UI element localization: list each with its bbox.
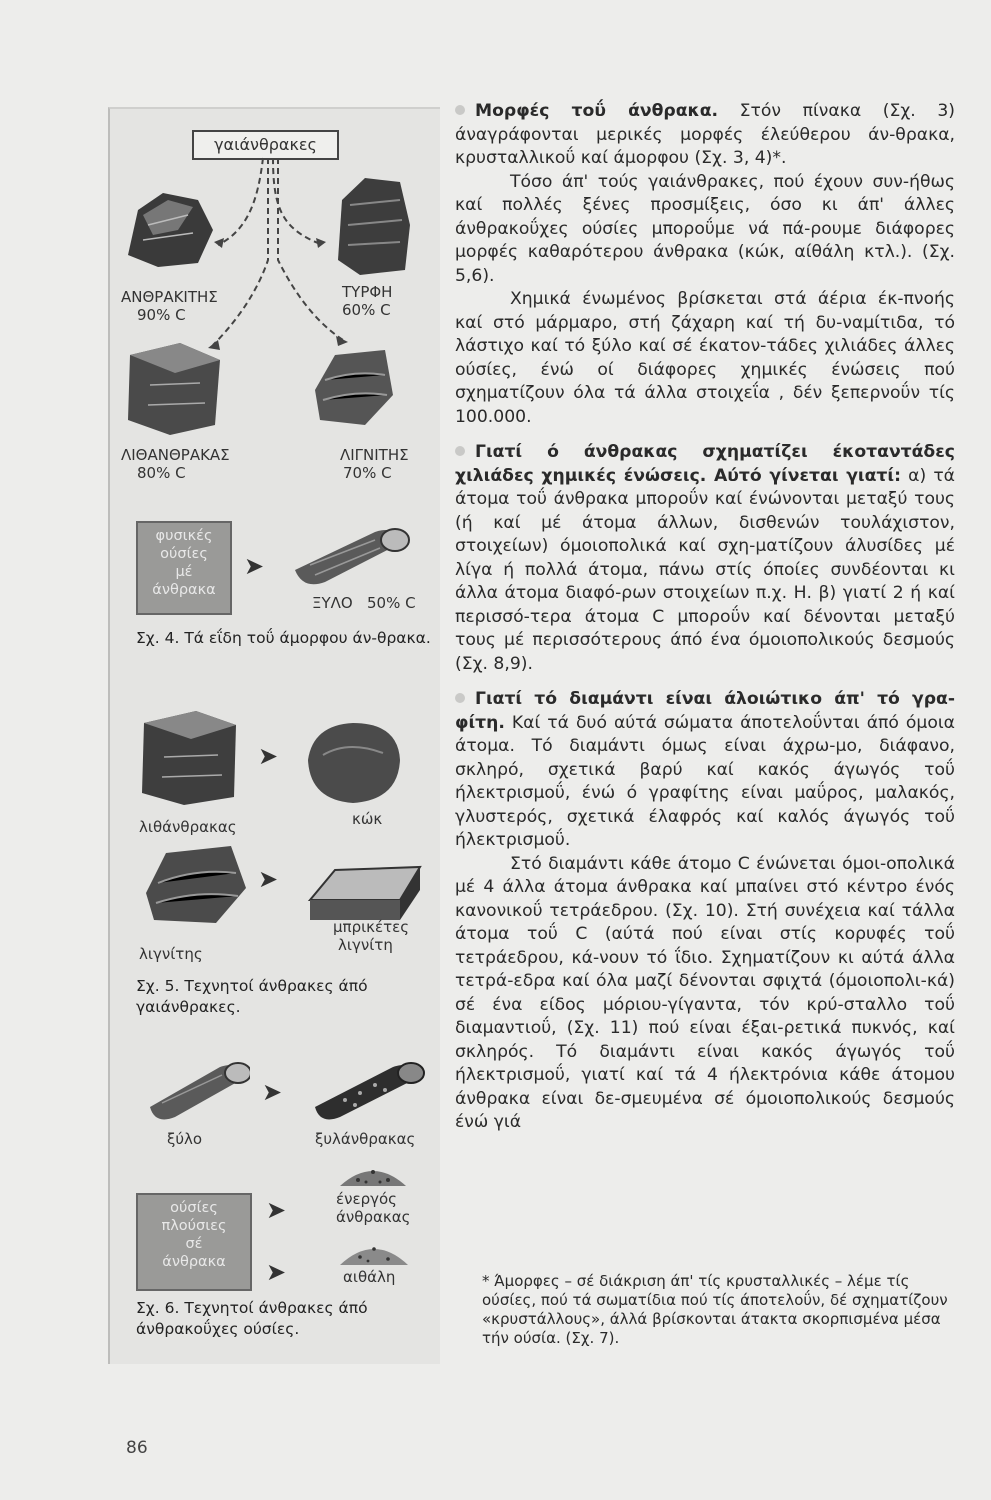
transform-arrow-icon: ➤	[266, 1258, 287, 1286]
wood-log-2-icon	[140, 1055, 250, 1125]
anthracite-label: ΑΝΘΡΑΚΙΤΗΣ 90% C	[121, 288, 218, 324]
active-carbon-label: ένεργός άνθρακας	[336, 1190, 411, 1226]
lignite-rock-2-icon	[136, 838, 256, 933]
wood-label: ΞΥΛΟ 50% C	[312, 594, 416, 612]
soot-label: αιθάλη	[343, 1268, 396, 1286]
rich-substances-box: ούσίες πλούσιες σέ άνθρακα	[136, 1193, 252, 1291]
peat-label: ΤΥΡΦΗ 60% C	[342, 283, 393, 319]
section-compounds	[455, 441, 955, 676]
transform-arrow-icon: ➤	[258, 742, 279, 770]
active-carbon-pile-icon	[338, 1160, 408, 1188]
transform-arrow-icon: ➤	[244, 552, 265, 580]
coal-rock-2-icon	[136, 705, 246, 810]
bullet-icon	[455, 446, 465, 456]
briquettes-icon	[300, 845, 425, 925]
soot-pile-icon	[338, 1237, 410, 1267]
figure-4-caption: Σχ. 4. Τά εΐδη τοΰ άμορφου άν-θρακα.	[136, 629, 431, 647]
footnote: * Άμορφες – σέ διάκριση άπ' τίς κρυσταλλικές – λέμε τίς ούσίες, πού τά σωματίδια πού τίς άποτελοΰν, δέ σχηματίζουν «κρυστάλλους», άλλά βρίσκονται άτακτα σκορπισμένα μέσα τήν ούσία. (Σχ. 7).	[482, 1272, 948, 1347]
coal-2-label: λιθάνθρακας	[139, 818, 237, 836]
wood-log-icon	[285, 520, 420, 590]
paragraph: Στό διαμάντι κάθε άτομο C ένώνεται όμοι-οπολικά μέ 4 άλλα άτομα άνθρακα καί μπαίνει στό κέντρο ένός κανονικοΰ τετράεδρου. (Σχ. 10). Στή συνέχεια καί τάλλα άτομα τοΰ C (αύτά πού είναι στίς κορυφές τοΰ τετράεδρου, κά-νουν τό ΐδιο. Σχηματίζουν κι αύτά άλλα τετρά-εδρα καί όλα μαζί δένονται σφιχτά (όμοιοπολι-κά) σέ ένα είδος μόριου-γίγαντα, τόν κρύ-σταλλο τοΰ διαμαντιοΰ, (Σχ. 11) πού είναι έξαι-ρετικά πυκνός, καί σκληρός. Τό διαμάντι είναι κακός άγωγός τοΰ ήλεκτρισμοΰ, γιατί καί τά 4 ήλεκτρόνια κάθε άτομου άνθρακα είναι δε-σμευμένα σέ όμοιοπολικούς δεσμούς ένώ γιά	[455, 853, 955, 1132]
briquettes-label: μπρικέτες λιγνίτη	[333, 918, 410, 954]
bullet-icon	[455, 693, 465, 703]
page-number: 86	[126, 1438, 148, 1458]
section-forms-heading: Μορφές τοΰ άνθρακα.	[475, 101, 719, 121]
coal-label: ΛΙΘΑΝΘΡΑΚΑΣ 80% C	[121, 446, 230, 482]
peat-rock-icon	[330, 170, 415, 280]
paragraph: Χημικά ένωμένος βρίσκεται στά άέρια έκ-πνοής καί στό μάρμαρο, στή ζάχαρη καί τή δυ-ναμίτιδα, τό λάστιχο καί τό ξύλο καί σέ έκατον-τάδες χιλιάδες άλλες ούσίες, ένώ οί διάφορες χημικές ένώσεις πού σχηματίζουν όλα τά άλλα στοιχεΐα , δέν ξεπερνοΰν τίς 100.000.	[455, 289, 955, 427]
lignite-rock-icon	[305, 340, 400, 430]
section-compounds-body: α) τά άτομα τοΰ άνθρακα μποροΰν καί ένώνονται μεταξύ τους (ή καί μέ άτομα άλλων, δισθενών τουλάχιστον, στοιχείων) όμοιοπολικά καί σχη-ματίζουν άλυσίδες μέ λίγα ή πολλά άτομα, πάνω στίς όποίες συνδέονται κι άλλα άτομα διαφό-ρων στοιχείων π.χ. Η. β) γιατί 2 ή καί περισσό-τερα άτομα C μποροΰν καί δένονται μεταξύ τους μέ περισσότερους άπό ένα όμοιοπολικούς δεσμούς (Σχ. 8,9).	[455, 465, 956, 674]
section-diamond-heading: Γιατί τό διαμάντι είναι άλοιώτικο άπ' τό γρα-φίτη.	[455, 689, 955, 733]
charcoal-label: ξυλάνθρακας	[315, 1130, 416, 1148]
section-forms-body: Στόν πίνακα (Σχ. 3) άναγράφονται μερικές μορφές έλεύθερου άν-θρακα, κρυσταλλικοΰ καί άμορφου (Σχ. 3, 4)*.	[455, 101, 955, 168]
coal-rock-icon	[120, 335, 230, 440]
lignite-label: ΛΙΓΝΙΤΗΣ 70% C	[340, 446, 409, 482]
anthracite-rock-icon	[118, 185, 218, 270]
section-diamond-body: Καί τά δυό αύτά σώματα άποτελοΰνται άπό όμοια άτομα. Τό διαμάντι όμως είναι άχρω-μο, διάφανο, σκληρό, σχετικά βαρύ καί κακός άγωγός τοΰ ήλεκτρισμοΰ, ένώ ό γραφίτης είναι μαΰρος, μαλακός, γλυστερός, σχετικά έλαφρός καί καλός άγωγός τοΰ ήλεκτρισμοΰ.	[455, 712, 955, 850]
figure-top-box: γαιάνθρακες	[192, 130, 339, 160]
section-forms	[455, 100, 955, 171]
transform-arrow-icon: ➤	[262, 1078, 283, 1106]
coke-rock-icon	[298, 715, 408, 810]
bullet-icon	[455, 105, 465, 115]
section-diamond	[455, 688, 955, 853]
figure-5-caption: Σχ. 5. Τεχνητοί άνθρακες άπό γαιάνθρακες.	[136, 977, 368, 1016]
natural-substances-box: φυσικές ούσίες μέ άνθρακα	[136, 521, 232, 615]
coke-label: κώκ	[352, 810, 383, 828]
figure-6-caption: Σχ. 6. Τεχνητοί άνθρακες άπό άνθρακοΰχες ούσίες.	[136, 1299, 368, 1338]
lignite-2-label: λιγνίτης	[139, 945, 203, 963]
transform-arrow-icon: ➤	[258, 865, 279, 893]
text-column	[455, 100, 955, 1135]
section-compounds-heading: Γιατί ό άνθρακας σχηματίζει έκοταντάδες χιλιάδες χημικές ένώσεις. Αύτό γίνεται γιατί:	[455, 442, 955, 486]
wood-2-label: ξύλο	[167, 1130, 203, 1148]
transform-arrow-icon: ➤	[266, 1196, 287, 1224]
paragraph: Τόσο άπ' τούς γαιάνθρακες, πού έχουν συν-ήθως καί πολλές ξένες προσμίξεις, όσο κι άπ' άλλες άνθρακοΰχες ούσίες μποροΰμε νά πά-ρουμε διάφορες μορφές καθαρότερου άνθρακα (κώκ, αίθάλη κτλ.). (Σχ. 5,6).	[455, 171, 955, 286]
charcoal-log-icon	[305, 1055, 425, 1125]
